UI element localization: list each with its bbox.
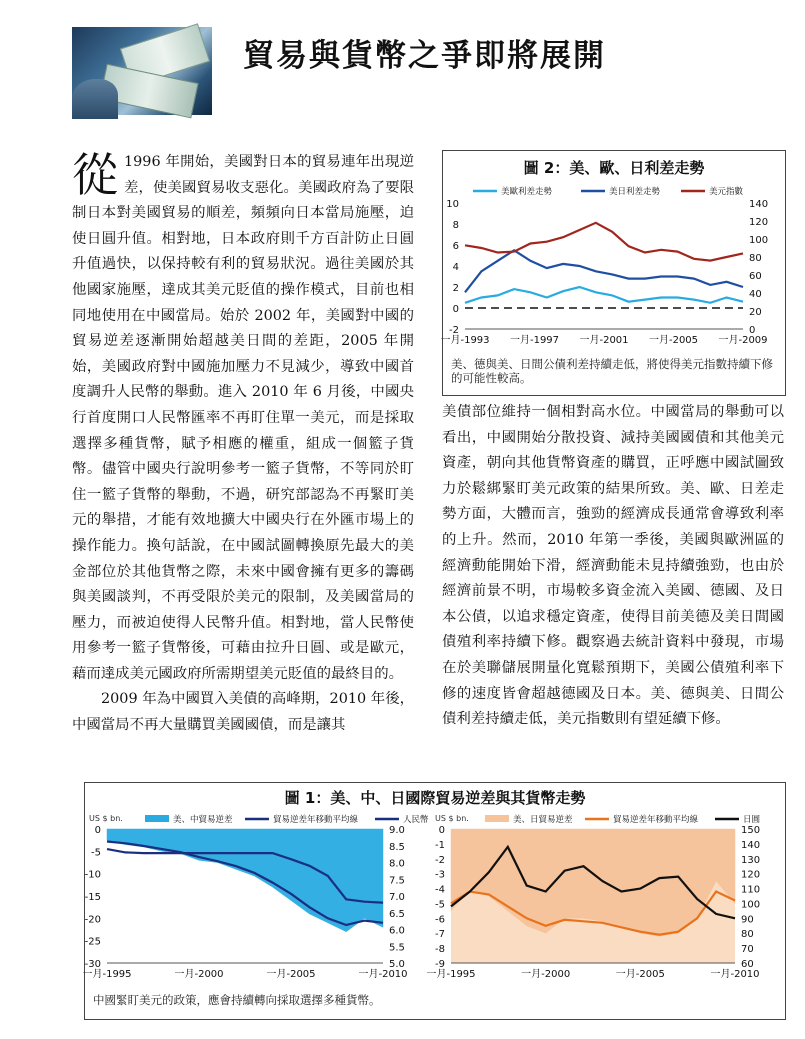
y-tick-label-right: 6.5 xyxy=(389,908,405,920)
y-tick-label-right: 130 xyxy=(741,854,761,866)
y-tick-label-left: -1 xyxy=(435,839,445,851)
y-tick-label-left: -10 xyxy=(84,869,101,881)
y-tick-label-right: 90 xyxy=(741,914,754,926)
figure-1 xyxy=(84,782,786,1020)
y-tick-label-right: 150 xyxy=(741,825,761,836)
legend-label: 貿易逆差年移動平均線 xyxy=(273,815,359,825)
y-tick-label-right: 7.5 xyxy=(389,875,405,887)
y-tick-label-right: 7.0 xyxy=(389,892,405,903)
line-series xyxy=(465,287,743,303)
y-tick-label-left: 2 xyxy=(452,283,459,294)
x-tick-label: 一月-2001 xyxy=(579,335,629,346)
y-tick-label-left: 8 xyxy=(452,220,459,231)
legend-label: 美、中貿易逆差 xyxy=(173,815,233,825)
figure-1-chart-japan xyxy=(426,805,785,995)
x-tick-label: 一月-2010 xyxy=(358,969,408,980)
y-tick-label-left: -25 xyxy=(84,936,101,948)
y-tick-label-right: 140 xyxy=(749,199,769,210)
legend-swatch xyxy=(145,815,169,822)
y-tick-label-left: 10 xyxy=(446,199,459,210)
x-tick-label: 一月-2005 xyxy=(648,335,699,346)
x-tick-label: 一月-1997 xyxy=(509,335,560,346)
y-tick-label-right: 40 xyxy=(749,289,762,300)
y-tick-label-right: 100 xyxy=(749,235,769,246)
legend-label: 美日利差走勢 xyxy=(609,187,661,197)
article-column-left xyxy=(72,150,414,739)
y-tick-label-left: -4 xyxy=(435,884,445,896)
x-tick-label: 一月-1995 xyxy=(82,969,132,980)
y-tick-label-right: 0 xyxy=(749,325,756,336)
x-tick-label: 一月-1993 xyxy=(440,335,490,346)
y-tick-label-right: 20 xyxy=(749,307,762,318)
figure-1-chart-china xyxy=(82,805,435,995)
paragraph-text: 1996 年開始，美國對日本的貿易連年出現逆差，使美國貿易收支惡化。美國政府為了要限制日本對美國貿易的順差，頻頻向日本當局施壓，迫使日圓升值。相對地，日本政府則千方百計防止日圓升值過快，以保持較有利的貿易狀況。過往美國於其他國家施壓，達成其美元貶值的操作模式，目前也相同地使用在中國當局。始於 2002 年，美國對中國的貿易逆差逐漸開始超越美日間的差距，2005 年開始，美國政府對中國施加壓力不見減少，導致中國首度調升人民幣的舉動。進入 2010 年 6 月後，中國央行首度開口人民幣匯率不再盯住單一美元，而是採取選擇多種貨幣，賦予相應的權重，組成一個籃子貨幣。儘管中國央行說明參考一籃子貨幣，不等同於盯住一籃子貨幣的舉動，不過，研究部認為不再緊盯美元的舉措，才能有效地擴大中國央行在外匯市場上的操作能力。換句話說，在中國試圖轉換原先最大的美金部位於其他貨幣之際，未來中國會擁有更多的籌碼與美國談判，不再受限於美元的限制，及美國當局的壓力，而被迫使得人民幣升值。相對地，當人民幣使用參考一籃子貨幣後，可藉由拉升日圓、或是歐元，藉而達成美元國政府所需期望美元貶值的最終目的。 xyxy=(72,154,414,682)
x-tick-label: 一月-2005 xyxy=(266,969,316,980)
y-tick-label-right: 80 xyxy=(741,929,754,941)
y-tick-label-left: -6 xyxy=(435,914,445,926)
drop-cap: 從 xyxy=(72,148,118,202)
y-tick-label-left: 6 xyxy=(452,241,459,252)
hand-image xyxy=(72,79,118,119)
figure-1-caption: 中國緊盯美元的政策，應會持續轉向採取選擇多種貨幣。 xyxy=(93,993,381,1007)
paragraph xyxy=(72,150,414,687)
figure-2-chart xyxy=(440,181,785,381)
page-title: 貿易與貨幣之爭即將展開 xyxy=(243,38,606,74)
legend-swatch xyxy=(485,815,509,822)
y-tick-label-right: 80 xyxy=(749,253,762,264)
y-tick-label-left: -9 xyxy=(435,959,445,970)
x-tick-label: 一月-2009 xyxy=(718,335,768,346)
y-tick-label-left: -5 xyxy=(435,899,445,911)
y-tick-label-left: -30 xyxy=(84,959,101,970)
line-series xyxy=(465,250,743,292)
y-tick-label-left: -5 xyxy=(91,847,101,859)
legend-label: 美元指數 xyxy=(709,187,744,197)
legend-label: 日圓 xyxy=(743,815,761,825)
y-tick-label-right: 70 xyxy=(741,944,754,956)
y-tick-label-left: 0 xyxy=(438,825,445,836)
legend-label: 美、日貿易逆差 xyxy=(513,815,573,825)
y-tick-label-right: 110 xyxy=(741,884,761,896)
article-column-right xyxy=(442,400,784,733)
unit-label: US $ bn. xyxy=(89,814,123,823)
y-tick-label-left: -8 xyxy=(435,944,445,956)
unit-label: US $ bn. xyxy=(435,814,469,823)
y-tick-label-left: -15 xyxy=(84,892,101,903)
y-tick-label-right: 60 xyxy=(749,271,762,282)
legend-label: 人民幣 xyxy=(403,815,429,825)
x-tick-label: 一月-2000 xyxy=(521,969,571,980)
legend-label: 貿易逆差年移動平均線 xyxy=(613,815,699,825)
x-tick-label: 一月-2005 xyxy=(615,969,665,980)
legend-label: 美歐利差走勢 xyxy=(501,187,553,197)
y-tick-label-left: -2 xyxy=(449,325,459,336)
header-photo xyxy=(72,27,212,115)
y-tick-label-right: 8.5 xyxy=(389,841,405,853)
y-tick-label-left: 0 xyxy=(452,304,459,315)
figure-2 xyxy=(442,150,786,396)
y-tick-label-right: 120 xyxy=(749,217,769,228)
y-tick-label-left: 4 xyxy=(452,262,459,273)
y-tick-label-right: 60 xyxy=(741,959,754,970)
y-tick-label-left: -20 xyxy=(84,914,101,926)
y-tick-label-right: 5.5 xyxy=(389,942,405,954)
figure-1-title: 圖 1：美、中、日國際貿易逆差與其貨幣走勢 xyxy=(284,789,586,807)
y-tick-label-right: 120 xyxy=(741,869,761,881)
figure-2-caption: 美、德與美、日間公債利差持續走低，將使得美元指數持續下修的可能性較高。 xyxy=(451,357,773,385)
y-tick-label-right: 140 xyxy=(741,839,761,851)
x-tick-label: 一月-1995 xyxy=(426,969,476,980)
x-tick-label: 一月-2000 xyxy=(174,969,224,980)
y-tick-label-left: -7 xyxy=(435,929,445,941)
y-tick-label-right: 5.0 xyxy=(389,959,405,970)
area-series xyxy=(107,829,383,932)
y-tick-label-left: -3 xyxy=(435,869,445,881)
y-tick-label-right: 6.0 xyxy=(389,925,405,937)
x-tick-label: 一月-2010 xyxy=(710,969,760,980)
y-tick-label-left: -2 xyxy=(435,854,445,866)
y-tick-label-right: 9.0 xyxy=(389,825,405,836)
y-tick-label-right: 8.0 xyxy=(389,858,405,870)
figure-2-title: 圖 2：美、歐、日利差走勢 xyxy=(523,159,705,177)
paragraph: 美債部位維持一個相對高水位。中國當局的舉動可以看出，中國開始分散投資、減持美國國債和其他美元資產，朝向其他貨幣資產的購買，正呼應中國試圖致力於鬆綁緊盯美元政策的結果所致。美、歐、日差走勢方面，大體而言，強勁的經濟成長通常會導致利率的上升。然而，2010 年第一季後，美國與歐洲區的經濟動能開始下滑，經濟動能未見持續強勁，也由於經濟前景不明，市場較多資金流入美國、德國、及日本公債，以追求穩定資產，使得目前美德及美日間國債殖利率持續下修。觀察過去統計資料中發現，市場在於美聯儲展開量化寬鬆預期下，美國公債殖利率下修的速度皆會超越德國及日本。美、德與美、日間公債利差持續走低，美元指數則有望延續下修。 xyxy=(442,404,784,728)
y-tick-label-left: 0 xyxy=(94,825,101,836)
y-tick-label-right: 100 xyxy=(741,899,761,911)
paragraph: 2009 年為中國買入美債的高峰期，2010 年後，中國當局不再大量購買美國國債，而是讓其 xyxy=(72,691,414,734)
